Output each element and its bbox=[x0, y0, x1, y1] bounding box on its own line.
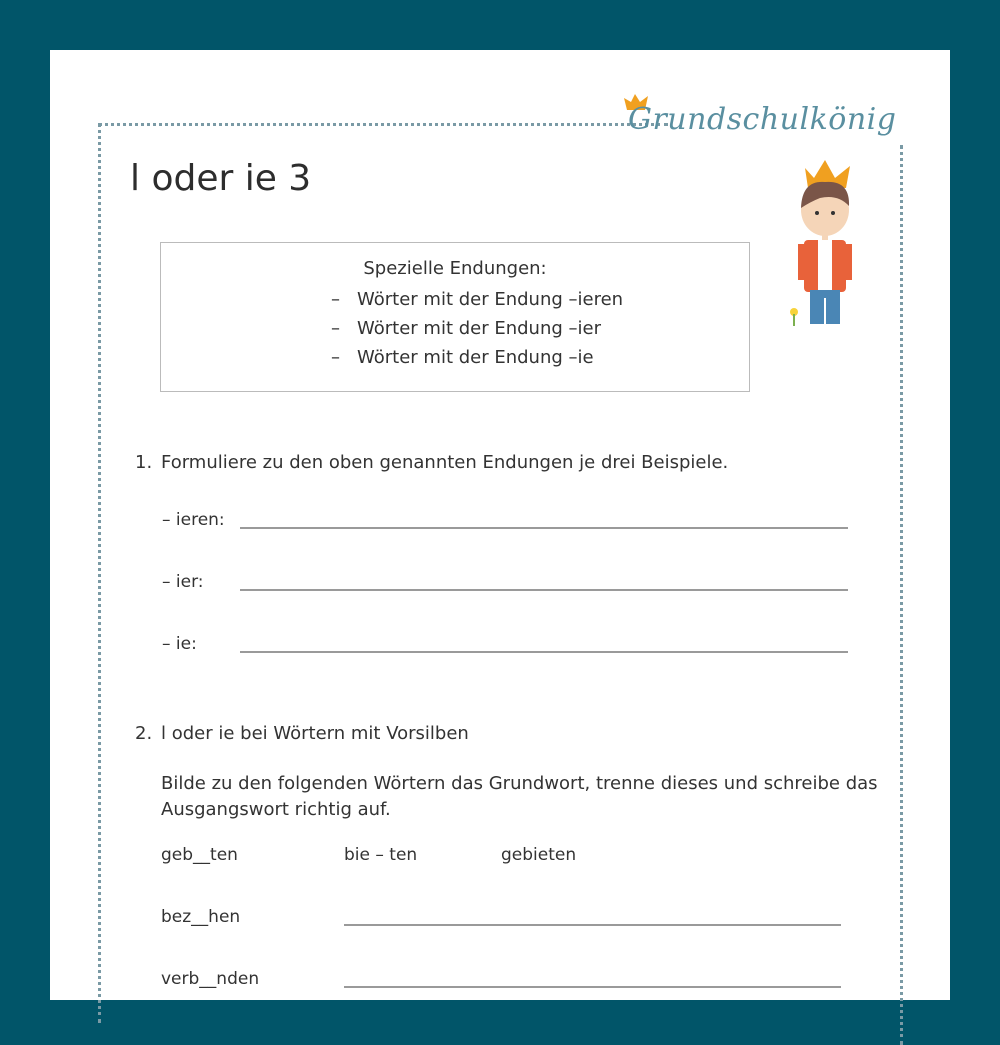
task2-word: geb__ten bbox=[161, 845, 238, 865]
answer-line-ier[interactable] bbox=[240, 589, 848, 591]
task1-label-ier: – ier: bbox=[162, 572, 204, 592]
brand-logo: Grundschulkönig bbox=[628, 102, 897, 137]
task2-instruction-line1: Bilde zu den folgenden Wörtern das Grundwort, trenne dieses und schreibe das bbox=[161, 773, 878, 794]
list-item: – Wörter mit der Endung –ie bbox=[331, 347, 594, 368]
list-item: – Wörter mit der Endung –ier bbox=[331, 318, 601, 339]
answer-line-bezhen[interactable] bbox=[344, 924, 841, 926]
list-item: – Wörter mit der Endung –ieren bbox=[331, 289, 624, 310]
dotted-border-top bbox=[98, 123, 668, 126]
task1-label-ieren: – ieren: bbox=[162, 510, 225, 530]
task2-answer-example: gebieten bbox=[501, 845, 577, 865]
infobox-heading: Spezielle Endungen: bbox=[363, 258, 547, 279]
special-endings-box bbox=[160, 242, 750, 392]
page-title: l oder ie 3 bbox=[130, 158, 312, 199]
dotted-border-right bbox=[900, 145, 903, 1045]
answer-line-verbnden[interactable] bbox=[344, 986, 841, 988]
answer-line-ie[interactable] bbox=[240, 651, 848, 653]
task2-word: bez__hen bbox=[161, 907, 241, 927]
endings-list bbox=[331, 285, 749, 372]
answer-line-ieren[interactable] bbox=[240, 527, 848, 529]
task2-word: verb__nden bbox=[161, 969, 260, 989]
kid-with-crown-illustration bbox=[780, 158, 870, 333]
task1-prompt: 1. Formuliere zu den oben genannten Endungen je drei Beispiele. bbox=[135, 452, 729, 473]
task2-prompt: 2. l oder ie bei Wörtern mit Vorsilben bbox=[135, 723, 469, 744]
worksheet-page bbox=[50, 50, 950, 1000]
task2-instruction-line2: Ausgangswort richtig auf. bbox=[161, 799, 391, 820]
dotted-border-left bbox=[98, 123, 101, 1023]
task1-label-ie: – ie: bbox=[162, 634, 197, 654]
task2-split-example: bie – ten bbox=[344, 845, 418, 865]
